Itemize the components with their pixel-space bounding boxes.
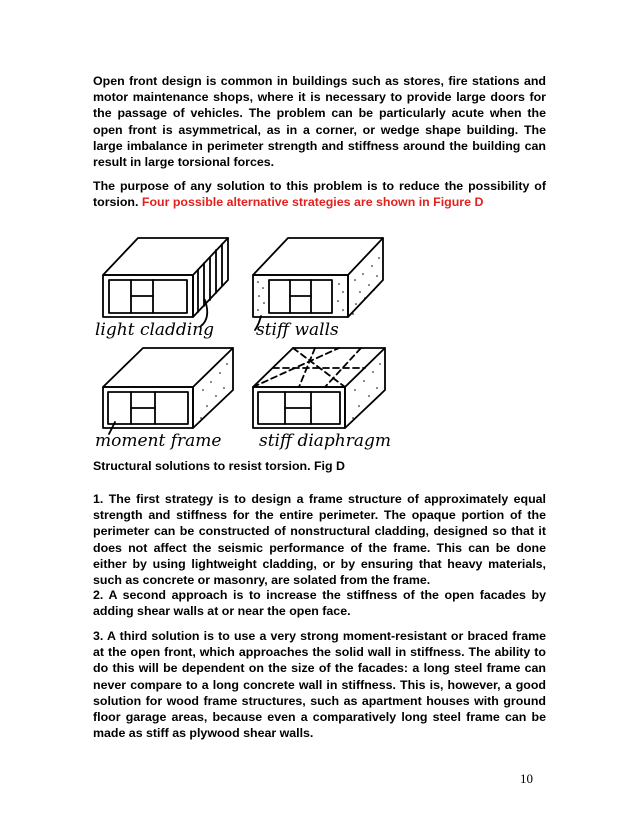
- label-stiff-diaphragm: stiff diaphragm: [259, 431, 391, 451]
- label-light-cladding: light cladding: [95, 320, 215, 340]
- page-number: 10: [520, 771, 533, 786]
- strategy-2-paragraph: 2. A second approach is to increase the stiffness of the open facades by adding shear walls at or near the open face.: [93, 588, 546, 619]
- label-stiff-walls: stiff walls: [256, 320, 339, 340]
- sketch-light-cladding: [95, 238, 228, 340]
- strategy-3-paragraph: 3. A third solution is to use a very strong moment-resistant or braced frame at the open front, which approaches the solid wall in stiffness. The ability to do this will be dependent on the size of the facades: a long steel frame can never compare to a long concrete wall in stiffness. This is, however, a good solution for wood frame structures, such as apartment houses with ground floor garage areas, because even a comparatively long steel frame can be made as stiff as plywood shear walls.: [93, 629, 546, 741]
- intro-paragraph: Open front design is common in buildings such as stores, fire stations and motor maintenance shops, where it is necessary to provide large doors for the passage of vehicles. The problem can be particularly acute when the open front is asymmetrical, as in a corner, or wedge shape building. The large imbalance in perimeter strength and stiffness around the building can result in large torsional forces.: [93, 74, 546, 170]
- wall-stipple: [257, 257, 380, 315]
- side-stipple: [200, 363, 228, 419]
- sketch-stiff-walls: [253, 238, 383, 340]
- purpose-paragraph: [93, 178, 546, 210]
- figure-d-sketches: [93, 230, 393, 456]
- figure-caption: Structural solutions to resist torsion. Fig D: [93, 459, 345, 473]
- sketch-moment-frame: [95, 348, 233, 451]
- purpose-text: The purpose of any solution to this problem is to reduce the possibility of torsion.: [93, 179, 546, 210]
- sketch-stiff-diaphragm: [253, 348, 391, 451]
- purpose-highlight: Four possible alternative strategies are shown in Figure D: [141, 195, 484, 210]
- strategy-1-paragraph: 1. The first strategy is to design a frame structure of approximately equal strength and stiffness for the entire perimeter. The opaque portion of the perimeter can be constructed of nonstructural cladding, designed so that it does not affect the seismic performance of the frame. This can be done either by using lightweight cladding, or by ensuring that heavy materials, such as concrete or masonry, are solated from the frame.: [93, 492, 546, 588]
- label-moment-frame: moment frame: [95, 431, 222, 451]
- diaphragm-side-stipple: [352, 363, 381, 419]
